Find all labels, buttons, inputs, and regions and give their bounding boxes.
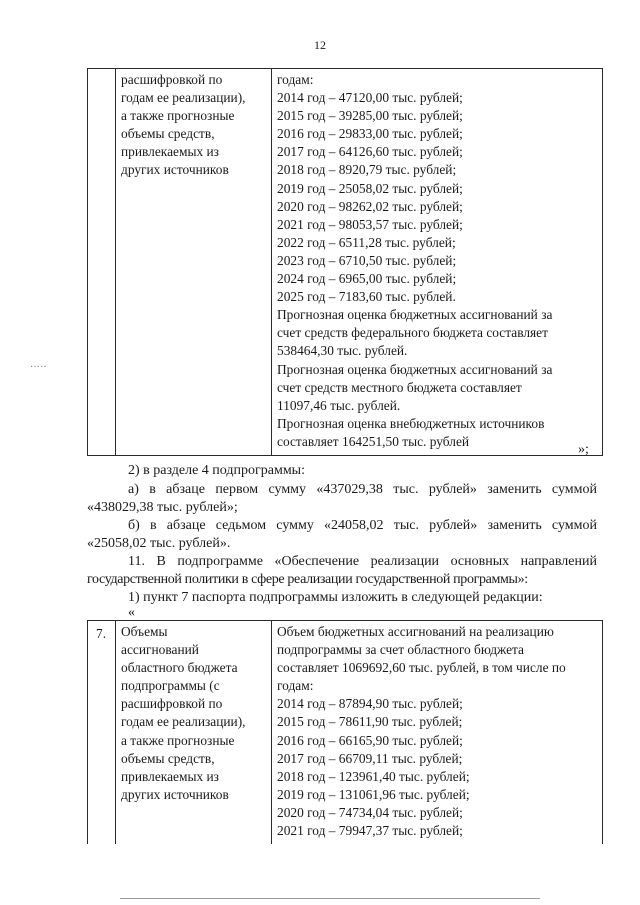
page-number: 12 <box>314 38 326 52</box>
paragraph-text: «438029,38 тыс. рублей»; <box>87 500 238 515</box>
paragraph-text: б) в абзаце седьмом сумму «24058,02 тыс. рублей» заменить суммой <box>128 518 597 533</box>
cell-line: других источников <box>121 162 229 178</box>
cell-line: составляет 164251,50 тыс. рублей <box>277 433 470 449</box>
cell-line: 2015 год – 39285,00 тыс. рублей; <box>277 108 463 124</box>
paragraph-11-cont <box>87 571 597 589</box>
cell-line: привлекаемых из <box>121 144 219 160</box>
cell-line: объемы средств, <box>121 750 215 766</box>
number-cell <box>88 69 116 456</box>
cell-line: 2023 год – 6710,50 тыс. рублей; <box>277 252 457 268</box>
table-row <box>88 69 603 456</box>
budget-table-continuation <box>87 68 603 456</box>
cell-line: Объемы <box>121 624 168 639</box>
paragraph-a <box>87 481 597 499</box>
cell-line: 2014 год – 87894,90 тыс. рублей; <box>277 696 463 712</box>
cell-line: 2018 год – 123961,40 тыс. рублей; <box>277 768 470 784</box>
cell-line: годам ее реализации), <box>121 90 246 106</box>
paragraph-b <box>87 517 597 535</box>
cell-line: 2017 год – 64126,60 тыс. рублей; <box>277 144 463 160</box>
paragraph-b-cont <box>87 535 597 553</box>
cell-line: Прогнозная оценка бюджетных ассигнований за <box>277 361 553 377</box>
cell-line: объемы средств, <box>121 126 215 142</box>
cell-line: счет средств федерального бюджета составляет <box>277 325 548 341</box>
paragraph-text: 1) пункт 7 паспорта подпрограммы изложить в следующей редакции: <box>128 590 543 605</box>
paragraph-text: «25058,02 тыс. рублей». <box>87 536 231 551</box>
cell-line: 2016 год – 66165,90 тыс. рублей; <box>277 732 463 748</box>
cell-line: 538464,30 тыс. рублей. <box>277 343 408 359</box>
cell-line: ассигнований <box>121 642 199 658</box>
cell-line: 2020 год – 74734,04 тыс. рублей; <box>277 804 463 820</box>
paragraph-text: государственной политики в сфере реализации государственной программы»: <box>87 572 528 587</box>
cell-line: 2022 год – 6511,28 тыс. рублей; <box>277 234 456 250</box>
paragraph-section-4 <box>87 462 597 480</box>
cell-line: а также прогнозные <box>121 108 235 124</box>
cell-line: расшифровкой по <box>121 696 223 712</box>
cell-line: 11097,46 тыс. рублей. <box>277 397 401 413</box>
cell-line: привлекаемых из <box>121 768 219 784</box>
cell-line: Прогнозная оценка бюджетных ассигнований за <box>277 307 553 323</box>
number-cell <box>88 621 116 845</box>
cell-line: 2024 год – 6965,00 тыс. рублей; <box>277 271 457 287</box>
description-cell <box>116 69 272 456</box>
cell-line: счет средств местного бюджета составляет <box>277 379 522 395</box>
cell-line: 2018 год – 8920,79 тыс. рублей; <box>277 162 457 178</box>
cell-line: областного бюджета <box>121 660 238 676</box>
cell-line: Прогнозная оценка внебюджетных источников <box>277 415 545 431</box>
paragraph-text: 11. В подпрограмме «Обеспечение реализации основных направлений <box>128 554 597 569</box>
cell-line: подпрограммы за счет областного бюджета <box>277 642 524 658</box>
cell-line: 2016 год – 29833,00 тыс. рублей; <box>277 126 463 142</box>
values-cell <box>272 69 603 456</box>
cell-line: а также прогнозные <box>121 732 235 748</box>
paragraph-text: 2) в разделе 4 подпрограммы: <box>128 463 305 478</box>
cell-line: годам ее реализации), <box>121 714 246 730</box>
table-row <box>88 621 603 845</box>
values-cell <box>272 621 603 845</box>
cell-line: 2025 год – 7183,60 тыс. рублей. <box>277 289 456 305</box>
cell-line: расшифровкой по <box>121 72 223 87</box>
description-cell <box>116 621 272 845</box>
cell-line: 2020 год – 98262,02 тыс. рублей; <box>277 198 463 214</box>
paragraph-11 <box>87 553 597 571</box>
cell-line: других источников <box>121 786 229 802</box>
closing-quote: »; <box>578 442 589 457</box>
item-number: 7. <box>96 626 107 641</box>
cell-line: 2014 год – 47120,00 тыс. рублей; <box>277 90 463 106</box>
cell-line: Объем бюджетных ассигнований на реализацию <box>277 624 554 639</box>
budget-table-item-7 <box>87 620 603 844</box>
cell-line: 2021 год – 98053,57 тыс. рублей; <box>277 216 463 232</box>
page-edge-line <box>120 898 540 899</box>
cell-line: 2019 год – 25058,02 тыс. рублей; <box>277 180 463 196</box>
margin-mark: ····· <box>30 362 47 373</box>
cell-line: составляет 1069692,60 тыс. рублей, в том числе по <box>277 660 566 676</box>
cell-line: годам: <box>277 72 314 87</box>
cell-line: 2021 год – 79947,37 тыс. рублей; <box>277 823 463 839</box>
cell-line: годам: <box>277 678 314 694</box>
cell-line: 2015 год – 78611,90 тыс. рублей; <box>277 714 463 730</box>
cell-line: 2019 год – 131061,96 тыс. рублей; <box>277 786 470 802</box>
paragraph-a-cont <box>87 499 597 517</box>
paragraph-text: а) в абзаце первом сумму «437029,38 тыс. рублей» заменить суммой <box>128 482 597 497</box>
paragraph-text: « <box>128 605 135 620</box>
cell-line: 2017 год – 66709,11 тыс. рублей; <box>277 750 463 766</box>
cell-line: подпрограммы (с <box>121 678 220 694</box>
